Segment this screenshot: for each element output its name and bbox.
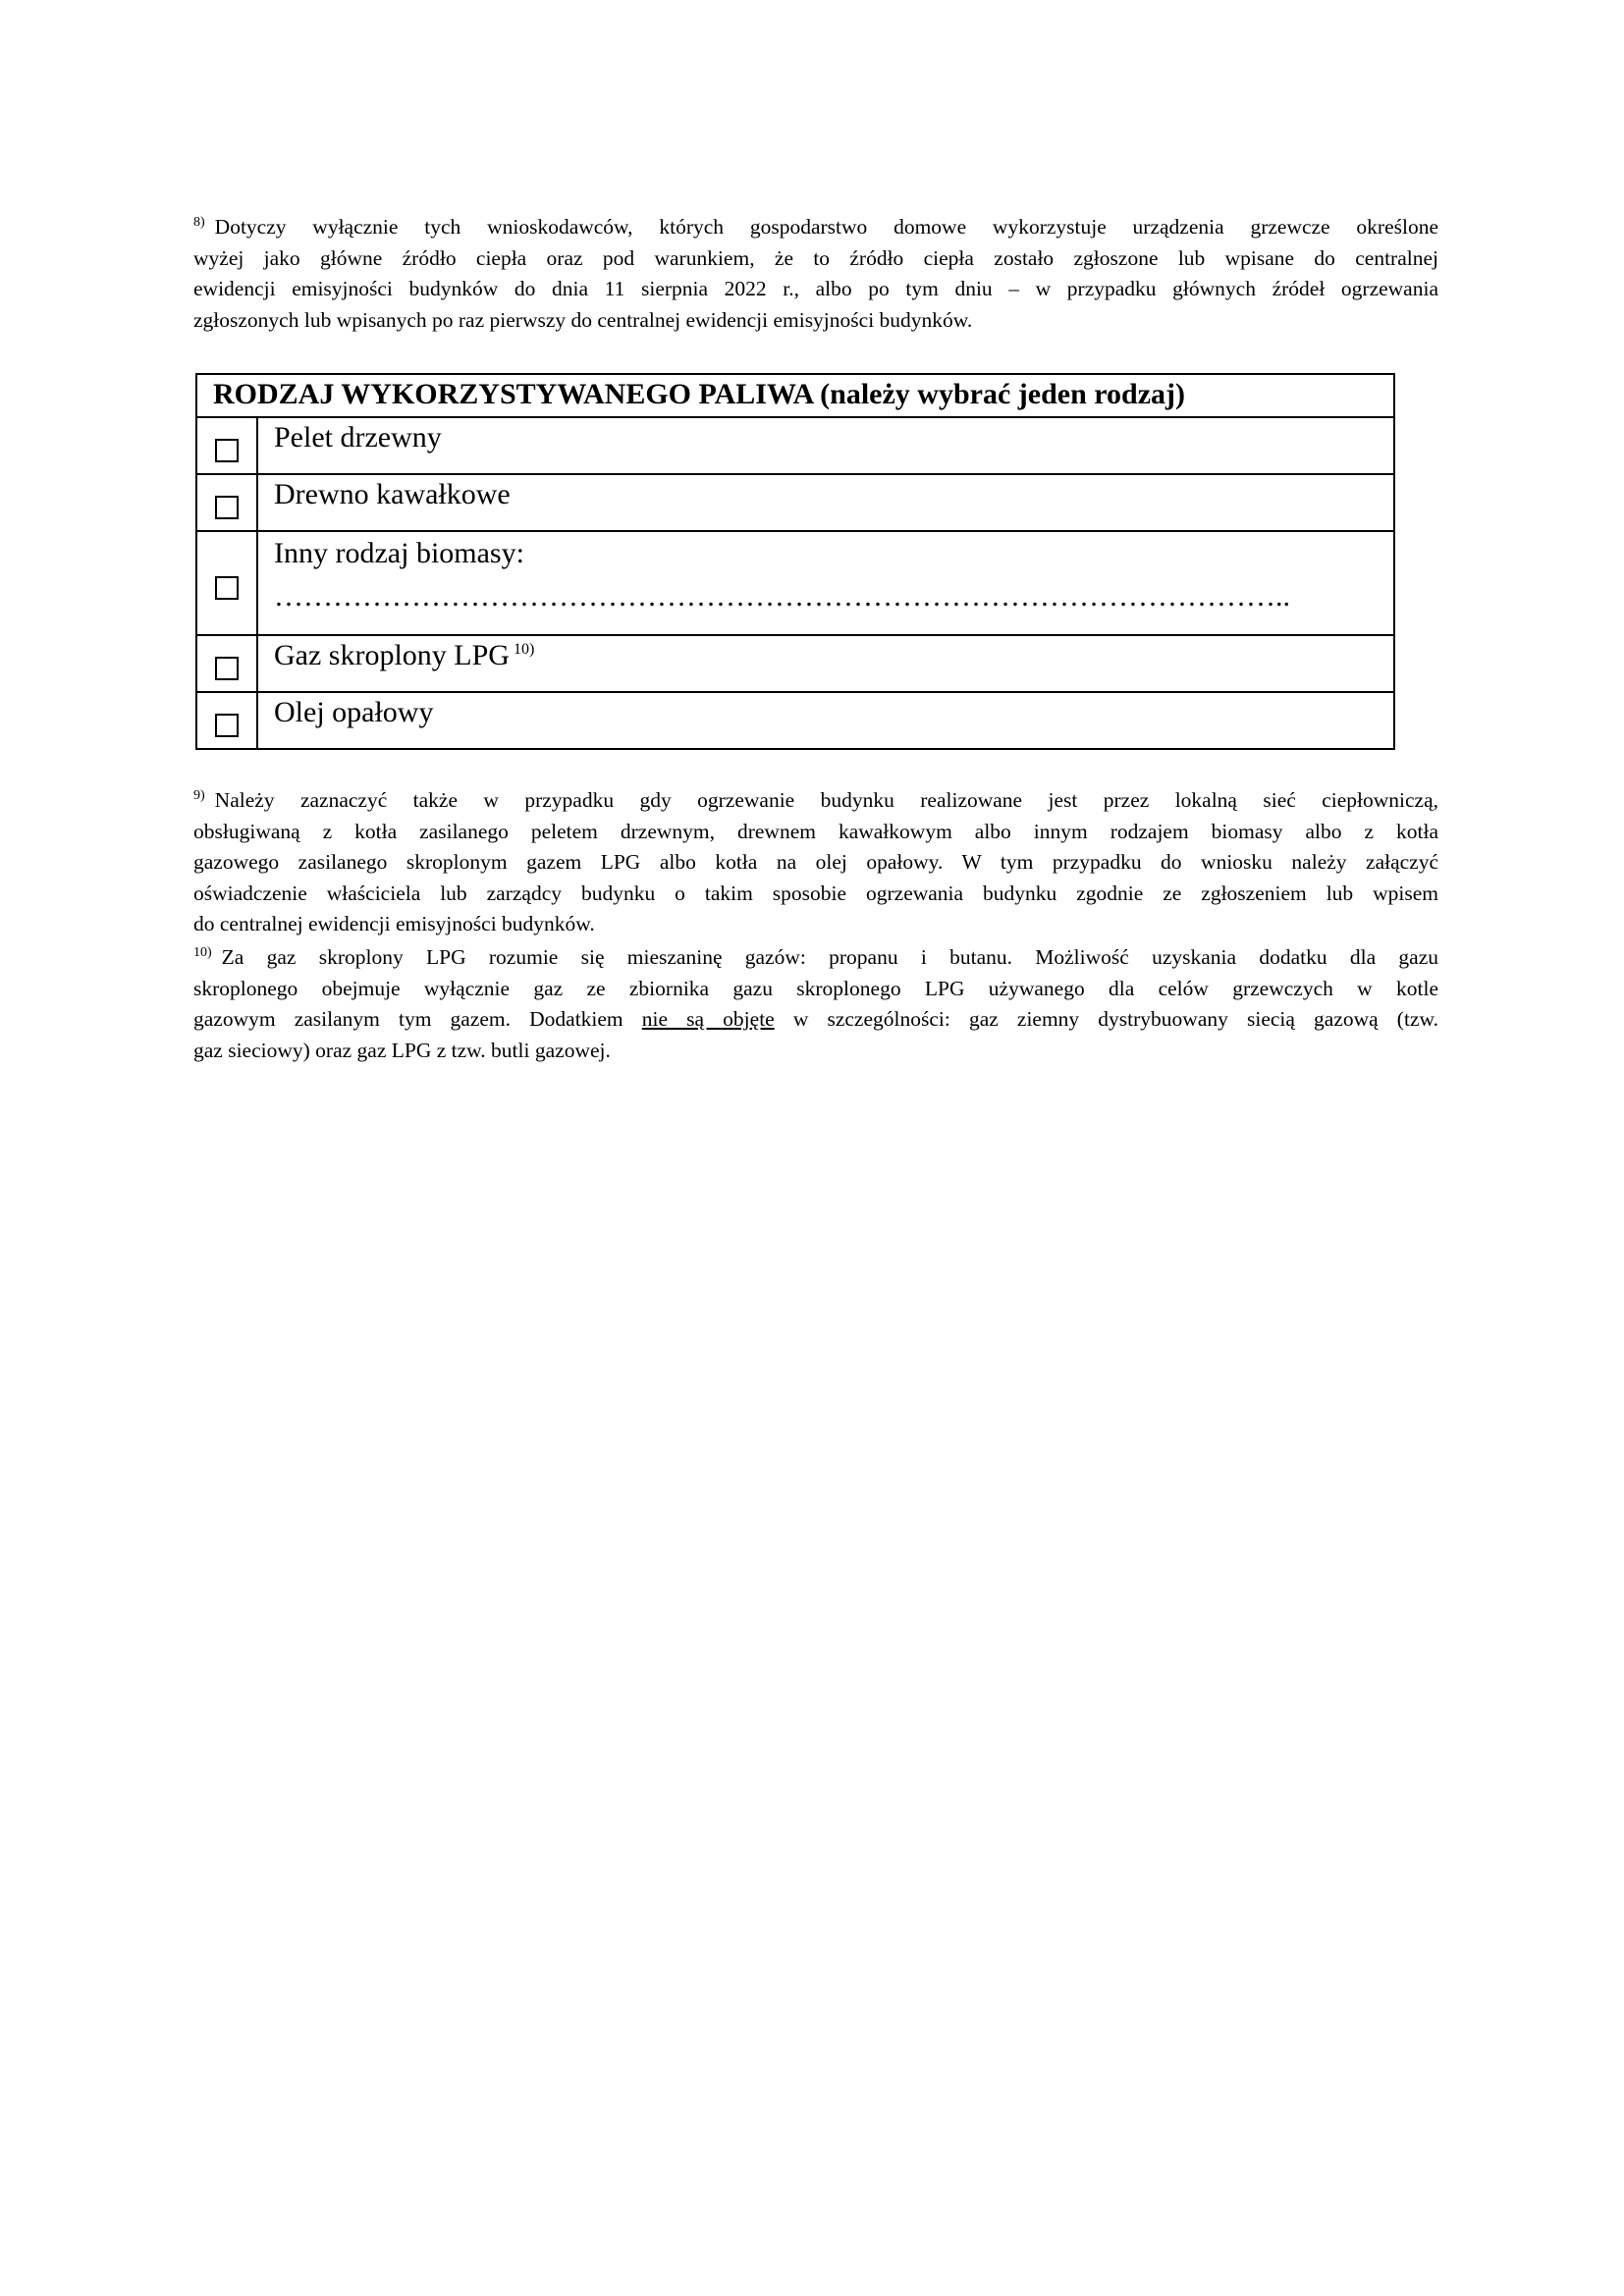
footnote-text-line: gaz sieciowy) oraz gaz LPG z tzw. butli gazowej.	[193, 1038, 611, 1062]
fuel-option-row	[196, 474, 1394, 531]
fuel-option-row	[196, 531, 1394, 635]
underlined-phrase: nie są objęte	[641, 1007, 775, 1031]
footnote-8	[193, 212, 1438, 336]
footnote-text-line: Dotyczy wyłącznie tych wnioskodawców, których gospodarstwo domowe wykorzystuje urządzenia grzewcze określone	[214, 215, 1438, 239]
checkbox-inna-biomasa[interactable]	[215, 576, 239, 600]
footnote-text-line: Należy zaznaczyć także w przypadku gdy ogrzewanie budynku realizowane jest przez lokalną sieć ciepłowniczą,	[214, 788, 1438, 812]
checkbox-pelet[interactable]	[215, 439, 239, 462]
footnote-text-line: do centralnej ewidencji emisyjności budynków.	[193, 912, 595, 935]
fuel-option-row	[196, 635, 1394, 692]
footnote-text-line: ewidencji emisyjności budynków do dnia 11 sierpnia 2022 r., albo po tym dniu – w przypadku głównych źródeł ogrzewania	[193, 277, 1438, 300]
footnote-text-line: oświadczenie właściciela lub zarządcy budynku o takim sposobie ogrzewania budynku zgodnie ze zgłoszeniem lub wpisem	[193, 881, 1438, 905]
checkbox-olej[interactable]	[215, 714, 239, 737]
footnote-text-line: wyżej jako główne źródło ciepła oraz pod warunkiem, że to źródło ciepła zostało zgłoszone lub wpisane do centralnej	[193, 245, 1438, 270]
fuel-type-table	[195, 373, 1395, 750]
footnote-reference: 10)	[513, 641, 535, 658]
fuel-option-row	[196, 417, 1394, 474]
fuel-option-row	[196, 692, 1394, 749]
footnote-text-line: skroplonego obejmuje wyłącznie gaz ze zbiornika gazu skroplonego LPG używanego dla celów grzewczych w kotle	[193, 976, 1438, 1000]
footnote-number: 9)	[193, 787, 205, 803]
fuel-option-label: Inny rodzaj biomasy:	[274, 537, 524, 569]
footnote-10	[193, 942, 1438, 1066]
checkbox-drewno[interactable]	[215, 496, 239, 519]
biomass-fill-line[interactable]: …………………………………………………………………………………………..	[274, 580, 1290, 613]
fuel-option-label: Pelet drzewny	[257, 417, 1394, 474]
footnote-text-line: gazowego zasilanego skroplonym gazem LPG albo kotła na olej opałowy. W tym przypadku do wniosku należy załączyć	[193, 850, 1438, 874]
fuel-option-label: Drewno kawałkowe	[257, 474, 1394, 531]
footnote-text-line: obsługiwaną z kotła zasilanego peletem drzewnym, drewnem kawałkowym albo innym rodzajem biomasy albo z kotła	[193, 819, 1438, 843]
fuel-table-header: RODZAJ WYKORZYSTYWANEGO PALIWA (należy wybrać jeden rodzaj)	[196, 374, 1394, 417]
footnote-9	[193, 785, 1438, 940]
footnote-number: 10)	[193, 944, 212, 960]
footnote-text-segment: gazowym zasilanym tym gazem. Dodatkiem	[193, 1007, 642, 1031]
fuel-option-label: Olej opałowy	[257, 692, 1394, 749]
footnote-text-line	[193, 1004, 1438, 1036]
footnote-text-segment: w szczególności: gaz ziemny dystrybuowany siecią gazową (tzw.	[774, 1007, 1438, 1031]
fuel-option-label: Gaz skroplony LPG	[274, 639, 510, 671]
footnote-text-line: zgłoszonych lub wpisanych po raz pierwszy do centralnej ewidencji emisyjności budynków.	[193, 307, 973, 332]
footnote-text-line: Za gaz skroplony LPG rozumie się mieszaninę gazów: propanu i butanu. Możliwość uzyskania dodatku dla gazu	[221, 945, 1438, 969]
checkbox-lpg[interactable]	[215, 657, 239, 680]
footnote-number: 8)	[193, 214, 205, 230]
